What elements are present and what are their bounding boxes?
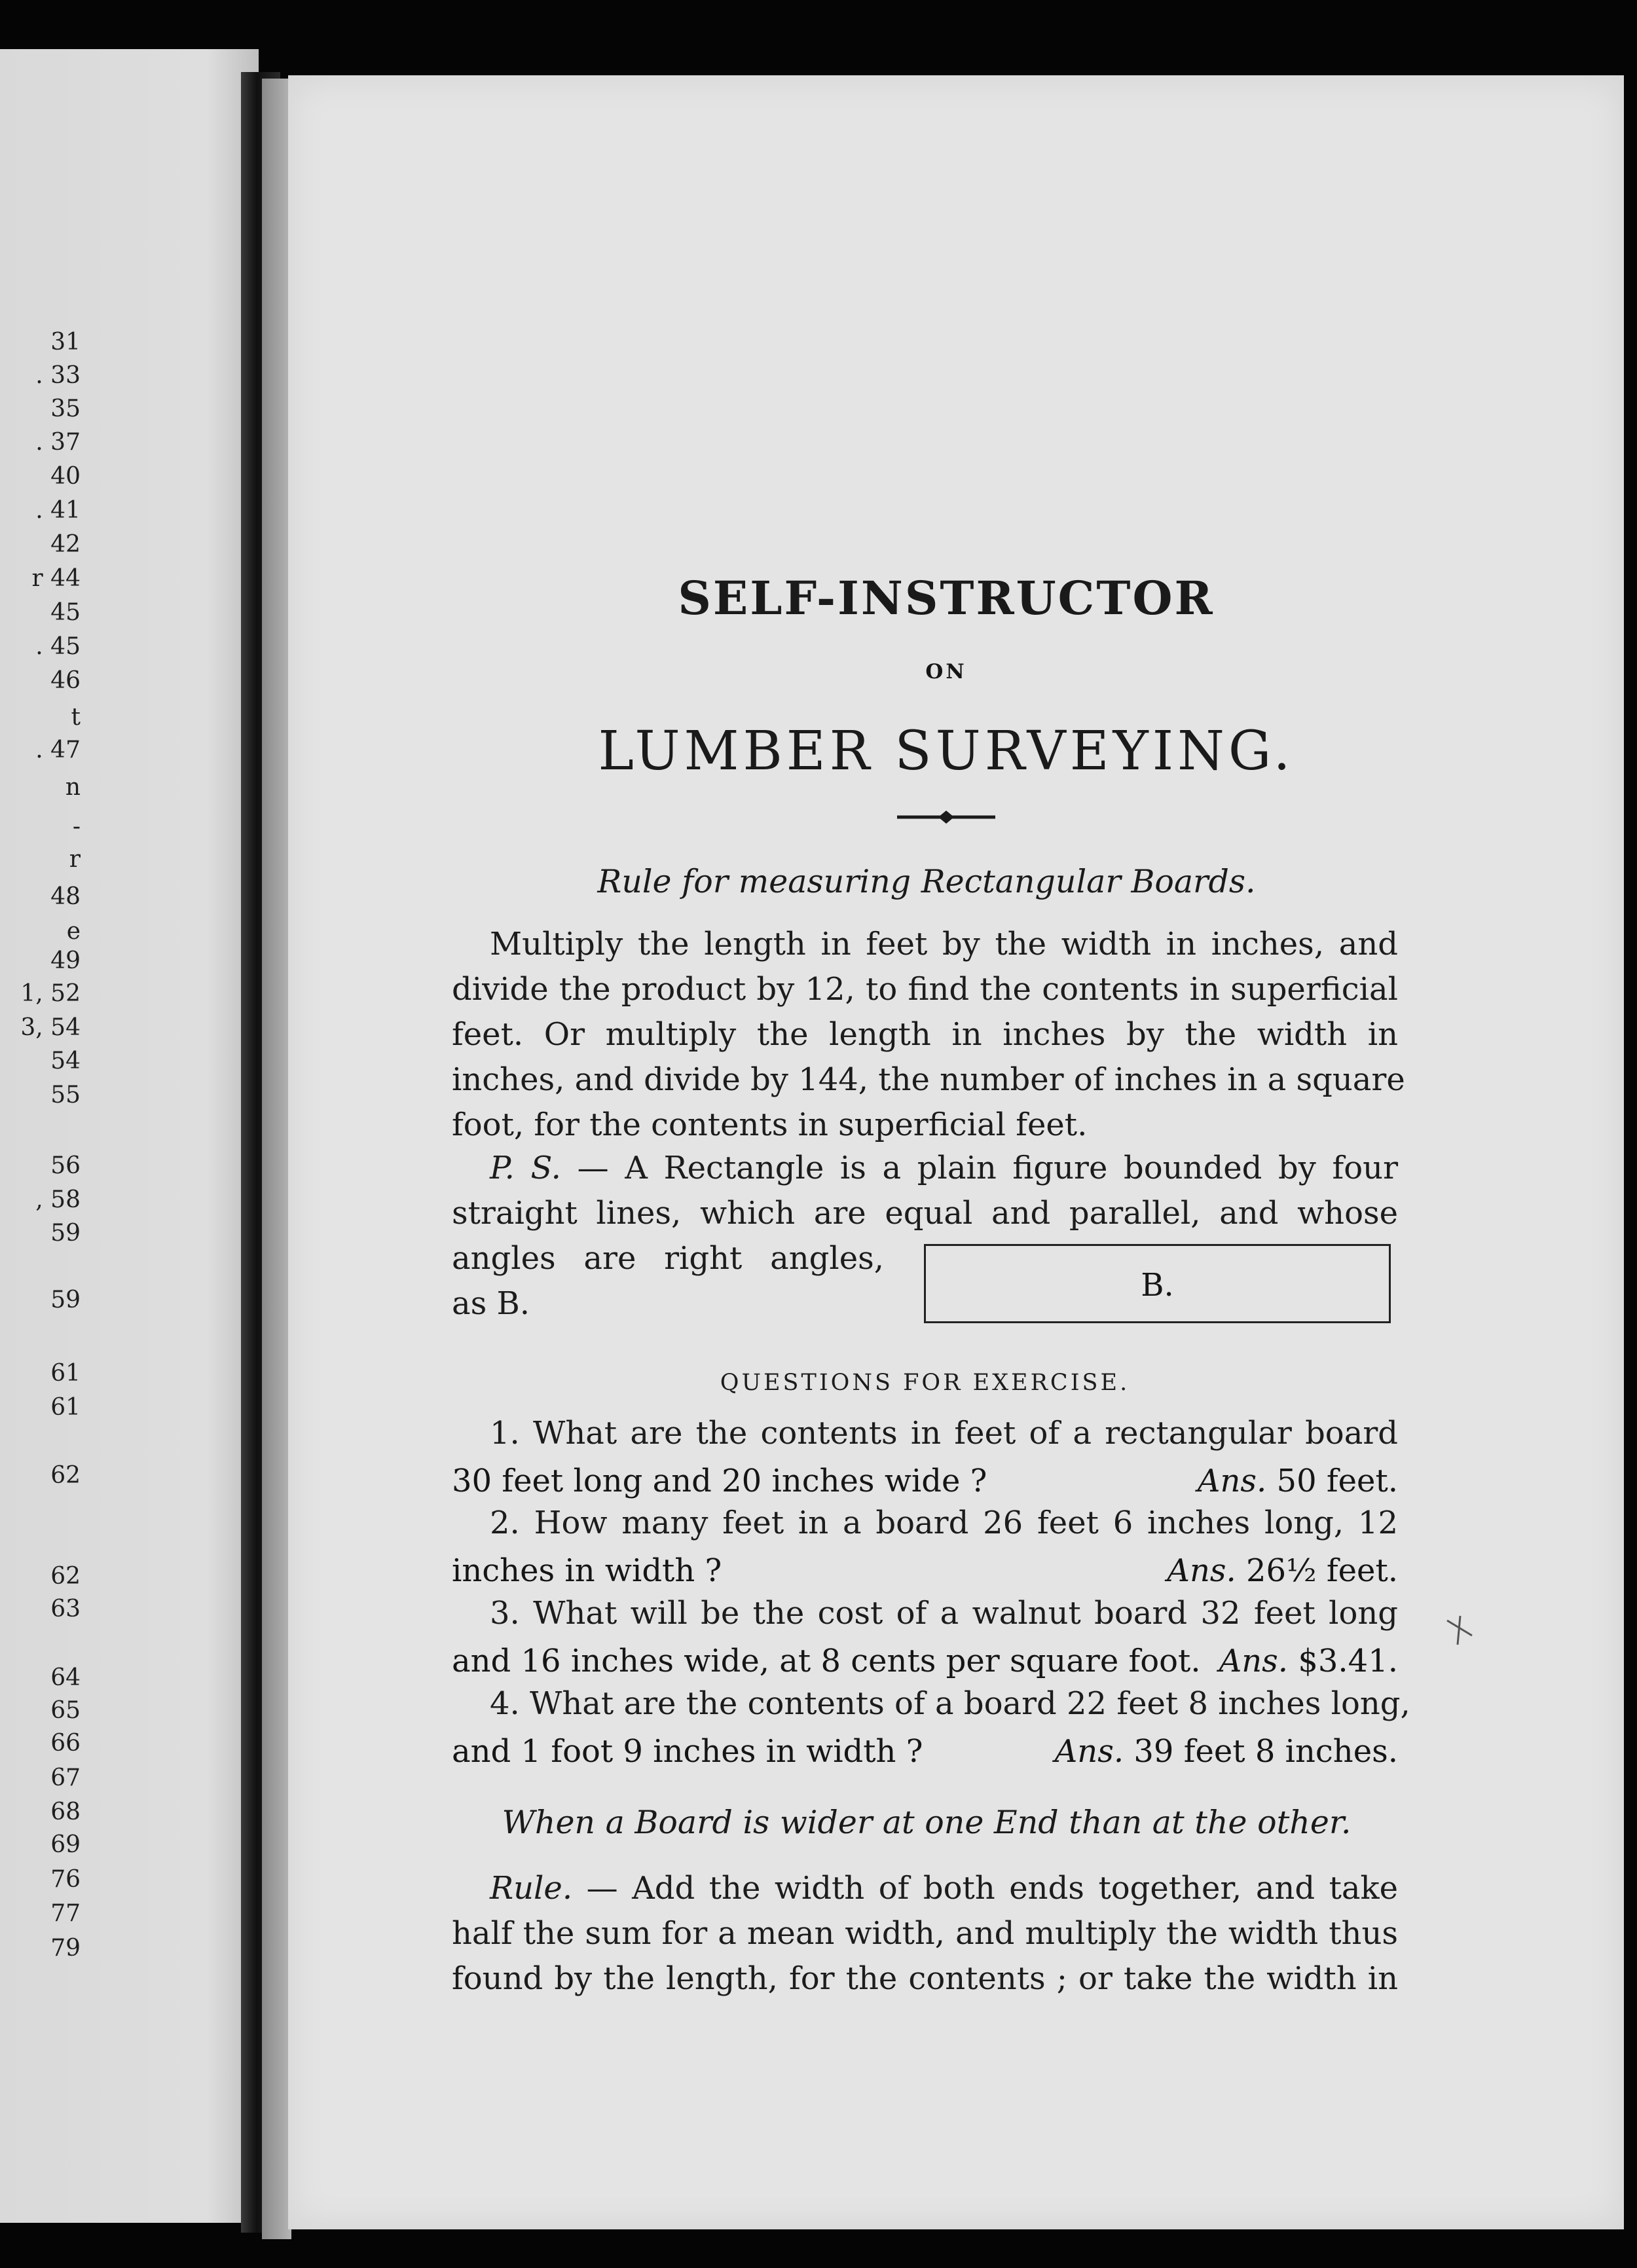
answer-3: [1219, 1643, 1398, 1679]
index-page-number: 79: [50, 1935, 81, 1962]
answer-label: Ans.: [1197, 1463, 1267, 1499]
questions-heading: QUESTIONS FOR EXERCISE.: [720, 1370, 1130, 1396]
ps-line-4: as B.: [452, 1285, 530, 1322]
index-page-number: 59: [50, 1287, 81, 1313]
index-page-number: 63: [50, 1596, 81, 1622]
index-page-number: . 47: [35, 737, 81, 763]
answer-1: [1198, 1463, 1398, 1499]
index-page-number: 49: [50, 947, 81, 974]
answer-label: Ans.: [1054, 1733, 1124, 1770]
index-page-number: . 37: [35, 429, 81, 456]
index-page-number: 35: [50, 395, 81, 422]
index-page-number: 54: [50, 1048, 81, 1074]
question-2-line-1: 2. How many feet in a board 26 feet 6 inches long, 12: [490, 1505, 1398, 1541]
index-page-number: . 41: [35, 497, 81, 524]
ornament-divider: [288, 804, 1604, 830]
rule-line: foot, for the contents in superficial feet.: [452, 1107, 1088, 1143]
index-page-number: 59: [50, 1220, 81, 1247]
index-page-number: . 33: [35, 362, 81, 389]
answer-value: $3.41.: [1298, 1643, 1398, 1679]
index-page-number: 42: [50, 531, 81, 558]
question-3-line-2: and 16 inches wide, at 8 cents per square foot.: [452, 1643, 1201, 1679]
rule-line: divide the product by 12, to find the contents in superficial: [452, 971, 1398, 1008]
title-connector: ON: [925, 660, 967, 684]
index-page-number: e: [66, 918, 81, 945]
index-page-number: 69: [50, 1831, 81, 1858]
left-page-fragment: [0, 49, 259, 2223]
rule2-line-3: found by the length, for the contents ; or take the width in: [452, 1960, 1398, 1997]
index-page-number: 66: [50, 1730, 81, 1757]
rule2-label: Rule.: [490, 1870, 573, 1907]
index-page-number: 65: [50, 1697, 81, 1724]
index-page-number: 48: [50, 883, 81, 910]
index-page-number: , 58: [35, 1186, 81, 1213]
index-page-number: 76: [50, 1866, 81, 1893]
pencil-mark-icon: [1441, 1611, 1480, 1650]
rectangle-figure-b: B.: [924, 1244, 1391, 1323]
question-4-line-1: 4. What are the contents of a board 22 feet 8 inches long,: [490, 1685, 1410, 1722]
index-page-number: 77: [50, 1900, 81, 1927]
index-page-number: r: [69, 846, 81, 873]
rule-line: inches, and divide by 144, the number of inches in a square: [452, 1061, 1405, 1098]
answer-value: 26½ feet.: [1246, 1552, 1398, 1589]
index-page-number: 3, 54: [20, 1014, 81, 1041]
question-3-line-1: 3. What will be the cost of a walnut board 32 feet long: [490, 1595, 1398, 1632]
section-heading-rectangular: Rule for measuring Rectangular Boards.: [597, 863, 1256, 900]
rule2-line-2: half the sum for a mean width, and multiply the width thus: [452, 1915, 1398, 1952]
index-page-number: 55: [50, 1082, 81, 1108]
rule2-line-1: [490, 1870, 1398, 1907]
index-page-number: n: [65, 774, 81, 801]
answer-4: [1055, 1733, 1398, 1770]
index-page-number: r 44: [31, 565, 81, 592]
index-page-number: 61: [50, 1360, 81, 1387]
index-page-number: 64: [50, 1664, 81, 1691]
ps-line-2: straight lines, which are equal and parallel, and whose: [452, 1195, 1398, 1232]
ps-text: — A Rectangle is a plain figure bounded by four: [577, 1150, 1399, 1186]
question-1-line-1: 1. What are the contents in feet of a rectangular board: [490, 1415, 1398, 1452]
rule-line: Multiply the length in feet by the width in inches, and: [490, 926, 1398, 962]
index-page-number: 67: [50, 1765, 81, 1791]
index-page-number: 46: [50, 667, 81, 694]
ps-line-3: angles are right angles,: [452, 1240, 884, 1277]
index-page-number: 62: [50, 1563, 81, 1590]
ps-label: P. S.: [490, 1150, 561, 1186]
answer-label: Ans.: [1167, 1552, 1236, 1589]
index-page-number: 56: [50, 1152, 81, 1179]
rule-line: feet. Or multiply the length in inches by the width in: [452, 1016, 1398, 1053]
index-page-number: . 45: [35, 633, 81, 660]
question-2-line-2: inches in width ?: [452, 1552, 722, 1589]
page-title: SELF-INSTRUCTOR: [678, 571, 1215, 625]
index-page-number: 1, 52: [20, 980, 81, 1007]
index-page-number: t: [71, 704, 81, 731]
index-page-number: -: [72, 813, 81, 840]
rule2-text: — Add the width of both ends together, and take: [586, 1870, 1398, 1907]
index-page-number: 45: [50, 599, 81, 626]
question-1-line-2: 30 feet long and 20 inches wide ?: [452, 1463, 987, 1499]
answer-value: 50 feet.: [1276, 1463, 1398, 1499]
index-page-number: 68: [50, 1799, 81, 1825]
index-page-number: 61: [50, 1394, 81, 1421]
page-subtitle: LUMBER SURVEYING.: [598, 720, 1295, 782]
page-edge: [262, 79, 291, 2239]
answer-value: 39 feet 8 inches.: [1133, 1733, 1398, 1770]
ps-line-1: [490, 1152, 1398, 1184]
index-page-number: 31: [50, 329, 81, 356]
index-page-number: 62: [50, 1462, 81, 1489]
index-page-number: 40: [50, 463, 81, 490]
answer-label: Ans.: [1219, 1643, 1289, 1679]
answer-2: [1167, 1552, 1398, 1589]
section-heading-tapered-board: When a Board is wider at one End than at the other.: [502, 1804, 1352, 1841]
ornament-dash-icon: [894, 804, 999, 830]
question-4-line-2: and 1 foot 9 inches in width ?: [452, 1733, 923, 1770]
